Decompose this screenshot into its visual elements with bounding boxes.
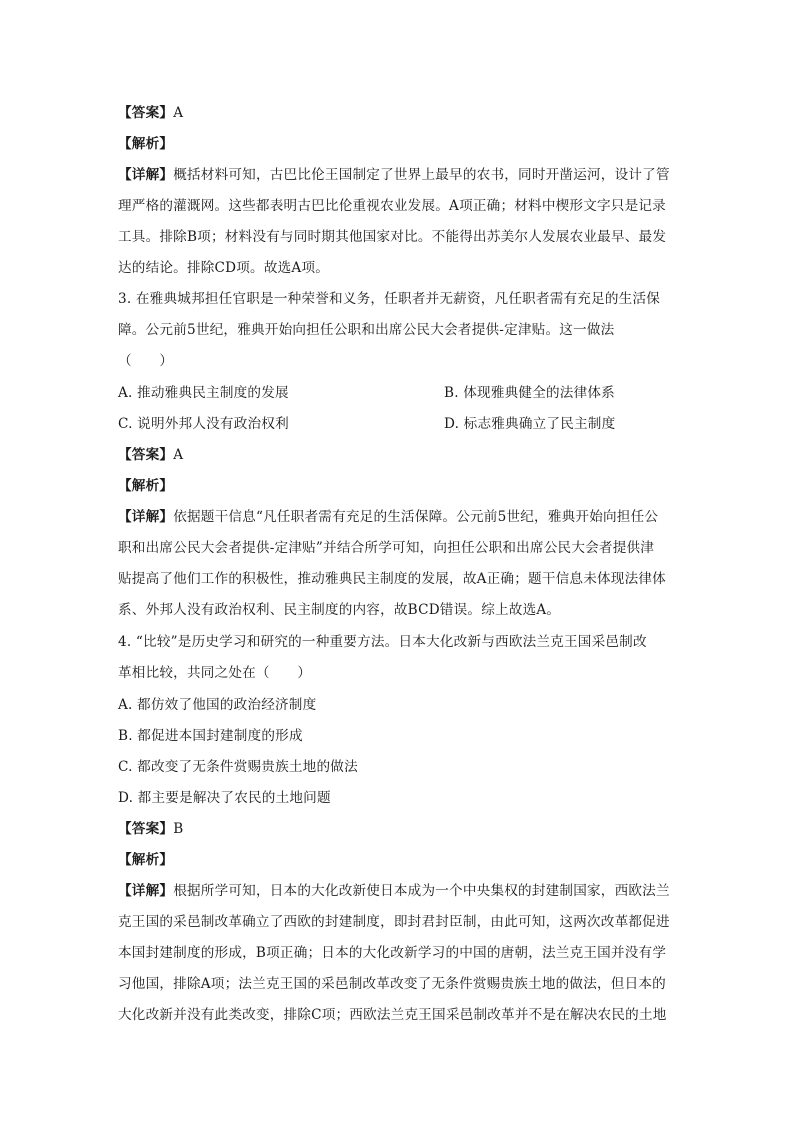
detail-line: 贴提高了他们工作的积极性，推动雅典民主制度的发展，故A正确；题干信息未体现法律体 (118, 571, 666, 587)
question-3-text: 3. 在雅典城邦担任官职是一种荣誉和义务，任职者并无薪资，凡任职者需有充足的生活保 (118, 291, 661, 307)
option-c: C. 都改变了无条件赏赐贵族土地的做法 (118, 759, 358, 775)
answer-value: B (173, 821, 184, 837)
answer-tag: 【答案】 (118, 821, 174, 837)
detail-line (118, 165, 670, 185)
detail-line: 大化改新并没有此类改变，排除C项；西欧法兰克王国采邑制改革并不是在解决农民的土地 (118, 1007, 667, 1023)
answer-value: A (173, 447, 184, 463)
option-a: A. 都仿效了他国的政治经济制度 (118, 697, 317, 713)
detail-tag: 【详解】 (118, 883, 174, 899)
analysis-tag: 【解析】 (118, 136, 174, 152)
detail-tag: 【详解】 (118, 167, 174, 183)
detail-tag: 【详解】 (118, 509, 174, 525)
detail-line: 工具。排除B项；材料没有与同时期其他国家对比。不能得出苏美尔人发展农业最早、最发 (118, 229, 667, 245)
detail-line: 理严格的灌溉网。这些都表明古巴比伦重视农业发展。A项正确；材料中楔形文字只是记录 (118, 198, 666, 214)
question-4-text: 4. “比较”是历史学习和研究的一种重要方法。日本大化改新与西欧法兰克王国采邑制改 (118, 634, 647, 650)
option-c: C. 说明外邦人没有政治权利 (118, 416, 289, 432)
detail-line: 系、外邦人没有政治权利、民主制度的内容，故BCD错误。综上故选A。 (118, 602, 561, 618)
answer-line (118, 445, 183, 465)
answer-tag: 【答案】 (118, 447, 174, 463)
analysis-heading (118, 850, 173, 870)
answer-value: A (173, 105, 184, 121)
detail-line (118, 881, 670, 901)
analysis-heading (118, 134, 173, 154)
detail-text: 根据所学可知，日本的大化改新使日本成为一个中央集权的封建制国家，西欧法兰 (173, 883, 670, 899)
detail-text: 概括材料可知，古巴比伦王国制定了世界上最早的农书，同时开凿运河，设计了管 (173, 167, 670, 183)
answer-line (118, 819, 183, 839)
detail-line: 习他国，排除A项；法兰克王国的采邑制改革改变了无条件赏赐贵族土地的做法，但日本的 (118, 976, 666, 992)
detail-line: 职和出席公民大会者提供-定津贴”并结合所学可知，向担任公职和出席公民大会者提供津 (118, 540, 655, 556)
answer-line (118, 103, 183, 123)
answer-tag: 【答案】 (118, 105, 174, 121)
option-d: D. 标志雅典确立了民主制度 (444, 416, 616, 432)
question-3-text: 障。公元前5世纪，雅典开始向担任公职和出席公民大会者提供-定津贴。这一做法 (118, 322, 615, 338)
analysis-heading (118, 476, 173, 496)
question-4-text: 革相比较，共同之处在（ ） (118, 665, 312, 681)
detail-line: 达的结论。排除CD项。故选A项。 (118, 260, 330, 276)
option-a: A. 推动雅典民主制度的发展 (118, 385, 289, 401)
detail-line: 克王国的采邑制改革确立了西欧的封建制度，即封君封臣制，由此可知，这两次改革都促进 (118, 914, 670, 930)
detail-line (118, 507, 658, 527)
option-d: D. 都主要是解决了农民的土地问题 (118, 790, 331, 806)
option-b: B. 体现雅典健全的法律体系 (444, 385, 615, 401)
detail-text: 依据题干信息“凡任职者需有充足的生活保障。公元前5世纪，雅典开始向担任公 (173, 509, 659, 525)
analysis-tag: 【解析】 (118, 852, 174, 868)
detail-line: 本国封建制度的形成，B项正确；日本的大化改新学习的中国的唐朝，法兰克王国并没有学 (118, 945, 667, 961)
analysis-tag: 【解析】 (118, 478, 174, 494)
option-b: B. 都促进本国封建制度的形成 (118, 728, 303, 744)
question-3-blank: （ ） (118, 353, 174, 369)
